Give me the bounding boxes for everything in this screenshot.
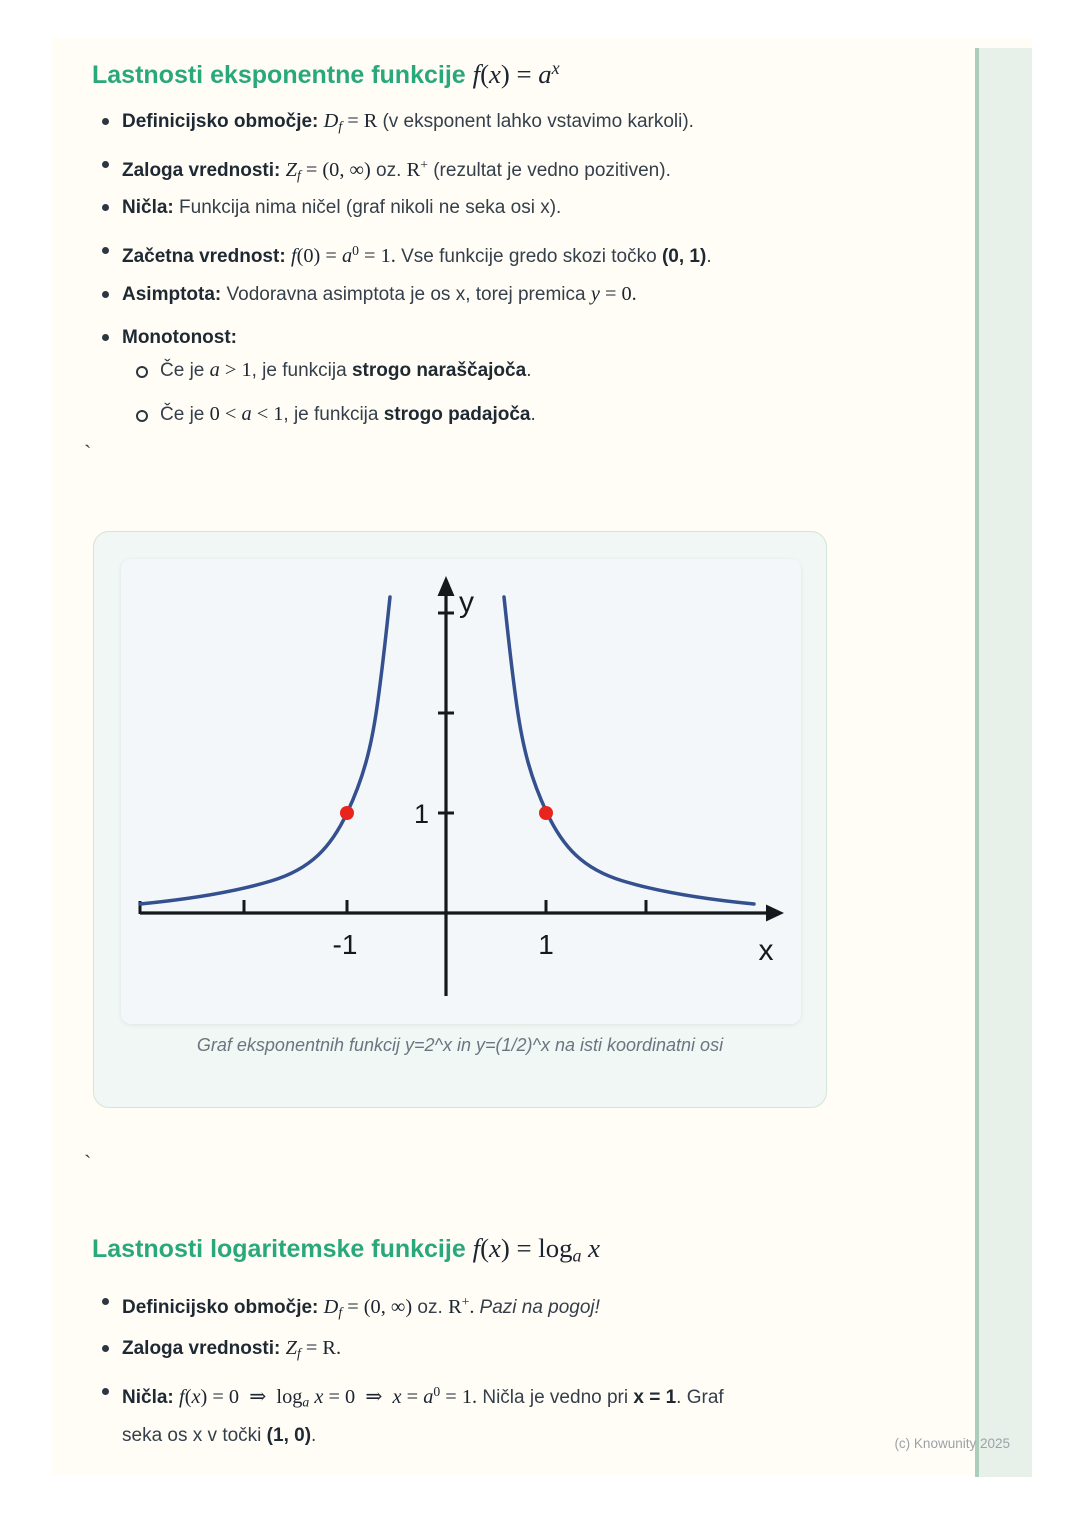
bullet-dot-icon — [102, 204, 109, 211]
bullet-text — [122, 197, 561, 218]
bullet-exp-monotonost — [122, 324, 237, 351]
text-segment: 0 < — [209, 403, 242, 425]
text-segment: . Graf — [676, 1386, 724, 1408]
text-segment: . — [530, 404, 536, 425]
bullet-log-definicijsko-obmocje — [122, 1288, 600, 1325]
text-segment: Ničla: — [122, 1386, 180, 1408]
text-segment: seka os x v točki — [122, 1425, 267, 1446]
bullet-text — [122, 327, 237, 348]
x-axis-label: x — [758, 934, 774, 967]
text-segment: a — [572, 1245, 582, 1266]
text-segment: , je funkcija — [283, 404, 384, 425]
text-segment: . — [706, 245, 712, 267]
bullet-circle-icon — [136, 410, 148, 422]
graph-caption: Graf eksponentnih funkcij y=2^x in y=(1/2)^x na isti koordinatni osi — [196, 1035, 724, 1055]
text-segment: , je funkcija — [251, 360, 352, 381]
bullet-dot-icon — [102, 247, 109, 254]
text-segment: = (0, ∞) — [300, 158, 371, 181]
text-segment: + — [461, 1294, 470, 1309]
text-segment: x — [309, 1385, 324, 1408]
text-segment: a — [302, 1394, 310, 1410]
text-segment: Lastnosti logaritemske funkcije — [92, 1235, 473, 1263]
green-accent-stripe — [975, 48, 1032, 1477]
bullet-dot-icon — [102, 334, 109, 341]
bullet-text — [122, 1338, 341, 1359]
x-tick-label-plus1: 1 — [538, 929, 554, 960]
text-segment: R — [448, 1295, 462, 1318]
text-segment: a — [209, 359, 220, 381]
text-segment: a — [538, 59, 552, 89]
text-segment: = (0, ∞) — [342, 1295, 413, 1318]
text-segment: ( — [480, 59, 489, 89]
text-segment: (0, 1) — [661, 245, 707, 267]
text-segment: (v eksponent lahko vstavimo karkoli). — [382, 111, 694, 132]
bullet-exp-zaloga-vrednosti — [122, 151, 671, 188]
text-segment: Pazi na pogoj! — [479, 1296, 600, 1318]
text-segment: x — [581, 1233, 601, 1263]
text-segment: Zaloga vrednosti: — [122, 1338, 286, 1359]
text-segment: x — [551, 58, 560, 78]
text-segment: = — [401, 1385, 424, 1408]
bullet-dot-icon — [102, 1345, 109, 1352]
y-tick-label-1: 1 — [413, 799, 429, 829]
text-segment: a — [341, 244, 353, 267]
text-segment: (0) = — [296, 244, 342, 267]
text-segment: > 1 — [219, 359, 252, 381]
text-segment: D — [323, 1295, 339, 1318]
text-segment: y — [590, 283, 600, 305]
text-segment: (1, 0) — [266, 1425, 312, 1446]
bullet-dot-icon — [102, 291, 109, 298]
bullet-dot-icon — [102, 161, 109, 168]
text-segment: . — [469, 1295, 480, 1318]
x-axis-arrow-icon — [766, 905, 784, 922]
text-segment: Vodoravna asimptota je os x, torej premica — [226, 284, 591, 305]
text-segment: f — [472, 59, 481, 89]
text-segment: f — [290, 244, 297, 267]
text-segment: Ničla je vedno pri — [477, 1386, 634, 1408]
text-segment: ) = — [500, 59, 539, 89]
text-segment: strogo naraščajoča — [351, 360, 527, 381]
text-segment: a — [241, 403, 252, 425]
bullet-text — [122, 284, 637, 305]
x-tick-label-minus1: -1 — [332, 929, 358, 960]
text-segment: = 1. — [440, 1385, 478, 1408]
bullet-text — [122, 1294, 600, 1320]
graph-card — [93, 531, 827, 1108]
stray-backtick-1: ` — [84, 440, 92, 465]
text-segment: x — [489, 59, 501, 89]
text-segment: ( — [480, 1233, 490, 1263]
text-segment: = R — [342, 110, 383, 132]
text-segment: < 1 — [251, 403, 284, 425]
text-segment: = 0. — [599, 283, 637, 305]
bullet-text — [122, 157, 671, 183]
curve-left-branch — [140, 597, 390, 904]
text-segment: x — [489, 1233, 501, 1263]
text-segment: . — [311, 1425, 317, 1446]
text-segment: oz. — [370, 159, 407, 181]
text-segment: x = 1 — [633, 1386, 677, 1408]
bullet-text — [160, 404, 536, 425]
text-segment: (rezultat je vedno pozitiven). — [427, 159, 671, 181]
section-title-exponential — [92, 51, 560, 92]
bullet-log-zaloga-vrednosti — [122, 1335, 341, 1366]
text-segment: Z — [285, 158, 297, 181]
text-segment: Definicijsko območje: — [122, 111, 324, 132]
bullet-text — [122, 1425, 316, 1446]
bullet-circle-icon — [136, 366, 148, 378]
point-minus1-1 — [340, 806, 354, 820]
text-segment: f — [338, 118, 343, 134]
text-segment: strogo padajoča — [383, 404, 531, 425]
text-segment: 0 — [433, 1384, 441, 1399]
bullet-exp-asimptota — [122, 281, 637, 308]
text-segment: ) = log — [500, 1233, 573, 1263]
y-axis-arrow-icon — [438, 576, 455, 596]
exponential-graph — [121, 559, 801, 1024]
text-segment: x — [191, 1385, 201, 1408]
text-segment: Z — [285, 1337, 297, 1359]
text-segment: f — [179, 1385, 185, 1408]
text-segment: Začetna vrednost: — [122, 245, 291, 267]
text-segment: Monotonost: — [122, 327, 238, 348]
bullet-text — [122, 1384, 724, 1410]
subbullet-narascajoca — [160, 357, 531, 384]
subbullet-padajoca — [160, 401, 536, 428]
bullet-dot-icon — [102, 118, 109, 125]
text-segment: = 1. — [358, 244, 396, 267]
text-segment: + — [420, 157, 428, 172]
text-segment: Ničla: — [122, 197, 180, 218]
bullet-text — [160, 360, 531, 381]
copyright-footer: (c) Knowunity 2025 — [894, 1436, 1010, 1451]
text-segment: ( — [184, 1385, 192, 1408]
text-segment: Če je — [160, 360, 210, 381]
bullet-log-nicla-line1 — [122, 1378, 724, 1415]
text-segment: f — [338, 1304, 343, 1320]
text-segment: Definicijsko območje: — [122, 1296, 324, 1318]
text-segment: R — [406, 158, 421, 181]
point-plus1-1 — [539, 806, 553, 820]
bullet-exp-zacetna-vrednost — [122, 237, 712, 270]
text-segment: Vse funkcije gredo skozi točko — [395, 245, 662, 267]
bullet-exp-nicla — [122, 194, 561, 221]
bullet-text — [122, 243, 712, 267]
text-segment: f — [296, 1345, 301, 1361]
bullet-dot-icon — [102, 1388, 109, 1395]
text-segment: f — [472, 1233, 481, 1263]
stray-backtick-2: ` — [84, 1150, 92, 1175]
bullet-exp-definicijsko-obmocje — [122, 108, 694, 139]
text-segment: = R. — [300, 1337, 342, 1359]
text-segment: = 0 ⇒ — [323, 1385, 393, 1408]
text-segment: . — [526, 360, 532, 381]
y-axis-label: y — [459, 586, 474, 619]
text-segment: ) = 0 ⇒ log — [200, 1385, 303, 1408]
section-title-logarithmic — [92, 1231, 600, 1273]
graph-panel — [121, 559, 801, 1024]
text-segment: Zaloga vrednosti: — [122, 159, 286, 181]
text-segment: a — [423, 1385, 434, 1408]
text-segment: Funkcija nima ničel (graf nikoli ne seka osi x). — [179, 197, 562, 218]
text-segment: Če je — [160, 404, 210, 425]
curve-right-branch — [504, 597, 754, 904]
text-segment: D — [323, 110, 339, 132]
text-segment: Asimptota: — [122, 284, 227, 305]
text-segment: oz. — [412, 1296, 449, 1318]
bullet-text — [122, 111, 694, 132]
text-segment: 0 — [352, 243, 359, 258]
text-segment: f — [296, 167, 301, 183]
bullet-dot-icon — [102, 1298, 109, 1305]
text-segment: x — [392, 1385, 402, 1408]
text-segment: Lastnosti eksponentne funkcije — [92, 61, 473, 89]
bullet-log-nicla-line2 — [122, 1422, 316, 1449]
